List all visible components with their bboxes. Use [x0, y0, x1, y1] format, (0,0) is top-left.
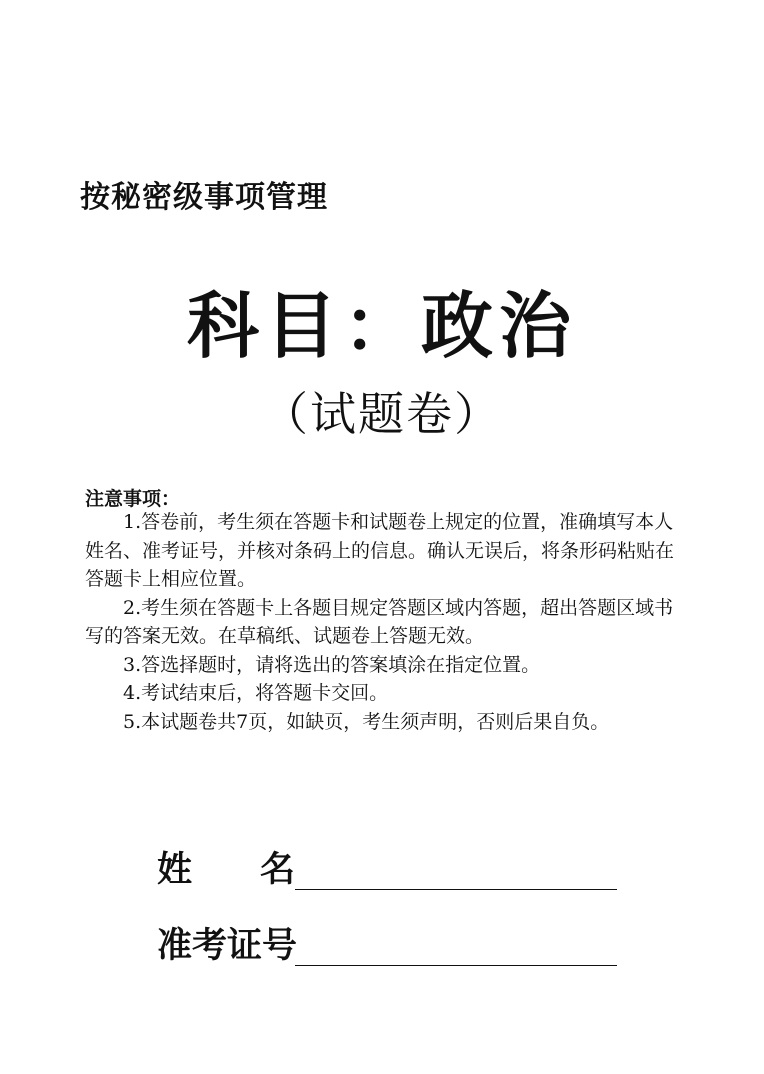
notice-item: 5.本试题卷共7页，如缺页，考生须声明，否则后果自负。: [123, 710, 610, 733]
candidate-info: [157, 846, 617, 998]
notice-item: 3.答选择题时，请将选出的答案填涂在指定位置。: [123, 653, 541, 676]
name-field-label: [157, 842, 295, 892]
exam-id-field-line[interactable]: [295, 965, 617, 966]
notice-item: 1.答卷前，考生须在答题卡和试题卷上规定的位置，准确填写本人姓名、准考证号，并核对条码上的信息。确认无误后，将条形码粘贴在答题卡上相应位置。: [85, 511, 675, 590]
exam-id-field-label: 准考证号: [157, 925, 298, 966]
notice-item: 2.考生须在答题卡上各题目规定答题区域内答题，超出答题区域书写的答案无效。在草稿纸、试题卷上答题无效。: [85, 596, 674, 647]
paper-type-subtitle: （试题卷）: [262, 387, 502, 441]
notice-heading: 注意事项：: [85, 488, 181, 510]
name-label-second-char: 名: [259, 849, 295, 890]
name-field-row: [157, 846, 617, 902]
exam-id-field-row: [157, 922, 617, 978]
subject-title: 科目：政治: [186, 283, 577, 368]
notice-list: [85, 508, 685, 736]
notice-item: 4.考试结束后，将答题卡交回。: [123, 682, 389, 704]
classification-label: 按秘密级事项管理: [80, 180, 328, 215]
name-field-line[interactable]: [295, 889, 617, 890]
name-label-first-char: 姓: [157, 849, 193, 890]
